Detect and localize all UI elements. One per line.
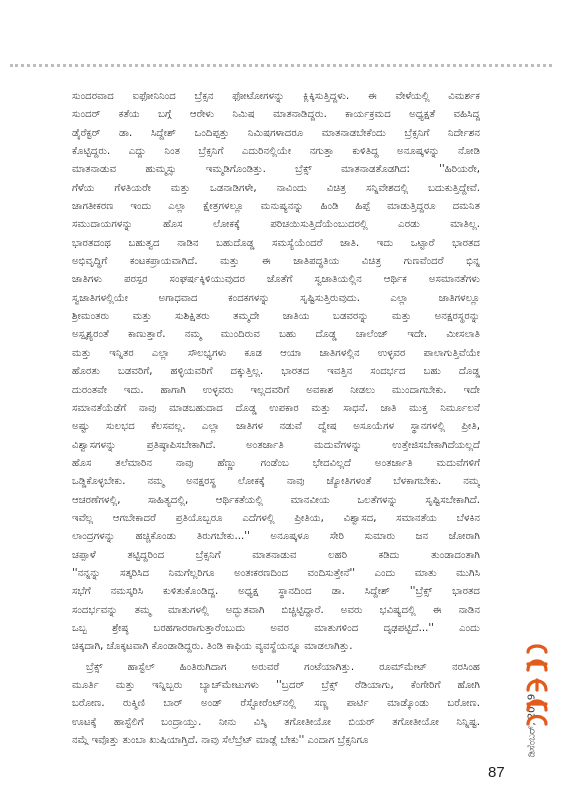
text-line: ಇವೆಲ್ಲ ಆಗಬೇಕಾದರೆ ಪ್ರತಿಯೊಬ್ಬರೂ ಎದೆಗಳಲ್ಲಿ ಪ್ರೀತಿಯ, ವಿಶ್ವಾಸದ, ಸಮಾನತೆಯ ಬೆಳಕಿನ xyxy=(72,512,480,524)
magazine-name: ಮಯೂರ xyxy=(537,729,541,730)
article-body xyxy=(72,88,480,752)
text-line: ಅಭಿವೃದ್ಧಿಗೆ ಕಂಟಕಪ್ರಾಯವಾಗಿದೆ. ಮತ್ತು ಈ ಜಾತಿಪದ್ಧತಿಯ ವಿಚಿತ್ರ ಗುಣವೆಂದರೆ ಭಿನ್ನ xyxy=(72,256,480,268)
page-number: 87 xyxy=(488,764,505,781)
article-paragraph xyxy=(72,659,480,751)
text-line: ಲಾಂದ್ರಗಳನ್ನು ಹಚ್ಚಿಕೊಂಡು ತಿರುಗಬೇಕು...'' ಅನೂಷ್ಕಳೂ ಸೇರಿ ಸುಮಾರು ಜನ ಜೋರಾಗಿ xyxy=(72,531,480,543)
text-line: ಕೊಟ್ಟಿದ್ದರು. ಎದ್ದು ನಿಂತ ಬ್ರೆಕ್ಸನಿಗೆ ಎದುರಿನಲ್ಲಿಯೇ ನಗುತ್ತಾ ಕುಳಿತಿದ್ದ ಅನೂಷ್ಕಳನ್ನು ನೋಡಿ xyxy=(72,146,480,158)
text-line: ಸಭೆಗೆ ನಮಸ್ಕರಿಸಿ ಕುಳಿತುಕೊಂಡಿದ್ದ. ಅಧ್ಯಕ್ಷ ಸ್ಥಾನದಿಂದ ಡಾ. ಸಿದ್ದೇಶ್ ''ಬ್ರೆಕ್ಸ್ ಭಾರತದ xyxy=(72,586,480,598)
text-line: ಸಮುದಾಯಗಳನ್ನು ಹೊಸ ಲೋಕಕ್ಕೆ ಪರಿಚಯಿಸುತ್ತಿದೆಯೆಂಬುದರಲ್ಲಿ ಎರಡು ಮಾತಿಲ್ಲ. xyxy=(72,219,480,231)
text-line: ನಮ್ಗೆ ಇವೊತ್ತು ತುಂಬಾ ಖುಷಿಯಾಗ್ತಿದೆ. ನಾವು ಸೆಲೆಬ್ರೆಟ್ ಮಾಡ್ಲೆ ಬೇಕು'' ಎಂದಾಗ ಬ್ರೆಕ್ಸನಿಗೂ xyxy=(72,735,369,747)
magazine-logo xyxy=(522,640,552,730)
text-line: ಜಾತಿಗಳು ಪರಸ್ಪರ ಸಂಘರ್ಷಕ್ಕಿಳಿಯುವುದರ ಜೊತೆಗೆ ಸ್ವಜಾತಿಯಲ್ಲಿನ ಆರ್ಥಿಕ ಅಸಮಾನತೆಗಳು xyxy=(72,274,480,286)
text-line: ಸುಂದರವಾದ ಐಫೋನಿನಿಂದ ಬ್ರೆಕ್ಸನ ಫೋಟೋಗಳನ್ನು ಕ್ಲಿಕ್ಕಿಸುತ್ತಿದ್ದಳು. ಈ ವೇಳೆಯಲ್ಲಿ ವಿಮರ್ಶಕ xyxy=(72,91,480,102)
text-line: ದುರಂತವೇ ಇದು. ಹಾಗಾಗಿ ಉಳ್ಳವರು ಇಲ್ಲದವರಿಗೆ ಅವಕಾಶ ನೀಡಲು ಮುಂದಾಗಬೇಕು. ಇದೇ xyxy=(72,384,480,396)
text-line: ಒಬ್ಬ ಶ್ರೇಷ್ಠ ಬರಹಗಾರರಾಗುತ್ತಾರೆಂಬುದು ಅವರ ಮಾತುಗಳಿಂದ ದೃಢಪಟ್ಟಿದೆ...'' ಎಂದು xyxy=(72,622,480,634)
text-line: ಒಡ್ಡಿಕೊಳ್ಳಬೇಕು. ನಮ್ಮ ಅನಕ್ಷರಸ್ಥ ಲೋಕಕ್ಕೆ ನಾವು ಜ್ಯೋತಿಗಳಂತೆ ಬೆಳಕಾಗಬೇಕು. ನಮ್ಮ xyxy=(72,476,480,488)
text-line: ಹೊಸ ತಲೆಮಾರಿನ ನಾವು ಹೆಣ್ಣು ಗಂಡೆಂಬ ಭೇದವಿಲ್ಲದೆ ಅಂತರ್ಜಾತಿ ಮದುವೆಗಳಿಗೆ xyxy=(72,457,480,469)
issue-date-text: ಡಿಸೆಂಬರ್, 2019 xyxy=(526,693,538,758)
header-dotted-rule xyxy=(10,64,552,67)
text-line: ಬರೋಣ. ರುಕ್ಮಿಣಿ ಬಾರ್ ಅಂಡ್ ರೆಸ್ಟೋರೆಂಟ್‌ನಲ್ಲಿ ಸಣ್ಣ ಪಾರ್ಟಿ ಮಾಡ್ಕೊಂಡು ಬರೋಣ. xyxy=(72,698,480,710)
text-line: ಚಿಕ್ಕದಾಗಿ, ಚೊಕ್ಕಟವಾಗಿ ಕೊಂಡಾಡಿದ್ದರು. ತಿಂಡಿ ಕಾಫಿಯ ವ್ಯವಸ್ಥೆಯನ್ನೂ ಮಾಡಲಾಗಿತ್ತು. xyxy=(72,641,353,653)
text-line: ಸಮಾನತೆಯೆಡೆಗೆ ನಾವು ಮಾಡಬಹುದಾದ ದೊಡ್ಡ ಉಪಕಾರ ಮತ್ತು ಸಾಧನೆ. ಜಾತಿ ಮುಕ್ತ ನಿರ್ಮೂಲನೆ xyxy=(72,402,480,414)
text-line: ಮಾತನಾಡುವ ಹುಮ್ಮಸ್ಸು ಇಮ್ಮಡಿಗೊಂಡಿತ್ತು. ಬ್ರೆಕ್ಸ್ ಮಾತನಾಡತೊಡಗಿದ: ''ಹಿರಿಯರೇ, xyxy=(72,164,480,176)
text-line: ''ನನ್ನನ್ನು ಸತ್ಕರಿಸಿದ ನಿಮಗೆಲ್ಲರಿಗೂ ಅಂತಃಕರಣದಿಂದ ವಂದಿಸುತ್ತೇನೆ'' ಎಂದು ಮಾತು ಮುಗಿಸಿ xyxy=(72,567,480,579)
text-line: ಮತ್ತು ಇನ್ನಿತರ ಎಲ್ಲಾ ಸೌಲಭ್ಯಗಳು ಕೂಡ ಆಯಾ ಜಾತಿಗಳಲ್ಲಿನ ಉಳ್ಳವರ ಪಾಲಾಗುತ್ತಿವೆಯೇ xyxy=(72,347,480,359)
text-line: ಗೆಳೆಯ ಗೆಳತಿಯರೇ ಮತ್ತು ಒಡನಾಡಿಗಳೇ, ನಾವಿಂದು ವಿಚಿತ್ರ ಸನ್ನಿವೇಶದಲ್ಲಿ ಬದುಕುತ್ತಿದ್ದೇವೆ. xyxy=(72,182,480,194)
text-line: ಡೈರೆಕ್ಟರ್ ಡಾ. ಸಿದ್ದೇಶ್ ಒಂದಿಪ್ಪತ್ತು ನಿಮಿಷಗಳಾದರೂ ಮಾತನಾಡಬೇಕೆಂದು ಬ್ರೆಕ್ಸನಿಗೆ ನಿರ್ದೇಶನ xyxy=(72,127,480,139)
text-line: ಚಪ್ಪಾಳೆ ತಟ್ಟಿದ್ದರಿಂದ ಬ್ರೆಕ್ಸನಿಗೆ ಮಾತನಾಡುವ ಲಹರಿ ಕಡಿದು ತುಂಡಾದಂತಾಗಿ xyxy=(72,549,480,561)
text-line: ಊಟಕ್ಕೆ ಹಾಸ್ಟೆಲಿಗೆ ಬಂದ್ರಾಯ್ತು. ನೀನು ವಿಸ್ಕಿ ತಗೋತೀಯೋ ಬಿಯರ್ ತಗೋತೀಯೋ ನಿನ್ನಿಷ್ಟ. xyxy=(72,716,480,728)
text-line: ಆಚರಣೆಗಳಲ್ಲಿ, ಸಾಹಿತ್ಯದಲ್ಲಿ, ಆರ್ಥಿಕತೆಯಲ್ಲಿ ಮಾನವೀಯ ಒಲತೆಗಳನ್ನು ಸೃಷ್ಟಿಸಬೇಕಾಗಿದೆ. xyxy=(72,494,480,506)
text-line: ಬ್ರೆಕ್ಸ್ ಹಾಸ್ಟೆಲ್ ಹಿಂತಿರುಗಿದಾಗ ಅರುವರೆ ಗಂಟೆಯಾಗಿತ್ತು. ರೂಮ್‌ಮೇಟ್ ನರಸಿಂಹ xyxy=(86,661,480,673)
article-paragraph xyxy=(72,88,480,657)
text-line: ಶ್ರೀಮಂತರು ಮತ್ತು ಸುಶಿಕ್ಷಿತರು ತಮ್ಮದೇ ಜಾತಿಯ ಬಡವರನ್ನು ಮತ್ತು ಅನಕ್ಷರಸ್ಥರನ್ನು xyxy=(72,311,480,323)
text-line: ಸುಂದರ್ ಕತೆಯ ಬಗ್ಗೆ ಆರೇಳು ನಿಮಿಷ ಮಾತನಾಡಿದ್ದರು. ಕಾರ್ಯಕ್ರಮದ ಅಧ್ಯಕ್ಷತೆ ವಹಿಸಿದ್ದ xyxy=(72,109,480,121)
text-line: ಸ್ವಜಾತಿಗಳಲ್ಲಿಯೇ ಅಗಾಧವಾದ ಕಂದಕಗಳನ್ನು ಸೃಷ್ಟಿಸುತ್ತಿರುವುದು. ಎಲ್ಲಾ ಜಾತಿಗಳಲ್ಲೂ xyxy=(72,292,480,304)
text-line: ವಿಶ್ವಾಸಗಳನ್ನು ಪ್ರತಿಷ್ಠಾಪಿಸಬೇಕಾಗಿದೆ. ಅಂತರ್ಜಾತಿ ಮದುವೆಗಳನ್ನು ಉತ್ತೇಜಿಸಬೇಕಾಗಿದೆಯಲ್ಲದೆ xyxy=(72,439,480,451)
text-line: ಅಷ್ಟು ಸುಲಭದ ಕೆಲಸವಲ್ಲ. ಎಲ್ಲಾ ಜಾತಿಗಳ ನಡುವೆ ದ್ವೇಷ ಅಸೂಯೆಗಳ ಸ್ಥಾನಗಳಲ್ಲಿ ಪ್ರೀತಿ, xyxy=(72,421,480,433)
text-line: ಅಸ್ಪೃಶ್ಯರಂತೆ ಕಾಣುತ್ತಾರೆ. ನಮ್ಮ ಮುಂದಿರುವ ಬಹು ದೊಡ್ಡ ಚಾಲೆಂಜ್ ಇದೇ. ಮೀಸಲಾತಿ xyxy=(72,329,480,341)
text-line: ಸಂದರ್ಭವನ್ನು ತಮ್ಮ ಮಾತುಗಳಲ್ಲಿ ಅದ್ಭುತವಾಗಿ ಬಿಚ್ಚಿಟ್ಟಿದ್ದಾರೆ. ಅವರು ಭವಿಷ್ಯದಲ್ಲಿ ಈ ನಾಡಿನ xyxy=(72,604,480,616)
text-line: ಭಾರತದಂಥ ಬಹುತ್ವದ ನಾಡಿನ ಬಹುದೊಡ್ಡ ಸಮಸ್ಯೆಯೆಂದರೆ ಜಾತಿ. ಇದು ಒಟ್ಟಾರೆ ಭಾರತದ xyxy=(72,237,480,249)
text-line: ಮೂರ್ತಿ ಮತ್ತು ಇನ್ನಿಬ್ಬರು ಬ್ಯಾಚ್‌ಮೇಟುಗಳು ''ಬ್ರದರ್ ಬ್ರೆಕ್ಸ್ ರೆಡಿಯಾಗು, ಕೆಂಗೇರಿಗೆ ಹೋಗಿ xyxy=(72,680,480,691)
text-line: ಹೊರತು ಬಡವರಿಗೆ, ಹಳ್ಳಿಯವರಿಗೆ ದಕ್ಕುತ್ತಿಲ್ಲ. ಭಾರತದ ಇವತ್ತಿನ ಸಂದರ್ಭದ ಬಹು ದೊಡ್ಡ xyxy=(72,366,480,378)
text-line: ಜಾಗತೀಕರಣ ಇಂದು ಎಲ್ಲಾ ಕ್ಷೇತ್ರಗಳಲ್ಲೂ ಮನುಷ್ಯನನ್ನು ಹಿಂಡಿ ಹಿಪ್ಪೆ ಮಾಡುತ್ತಿದ್ದರೂ ದಮನಿತ xyxy=(72,201,480,213)
